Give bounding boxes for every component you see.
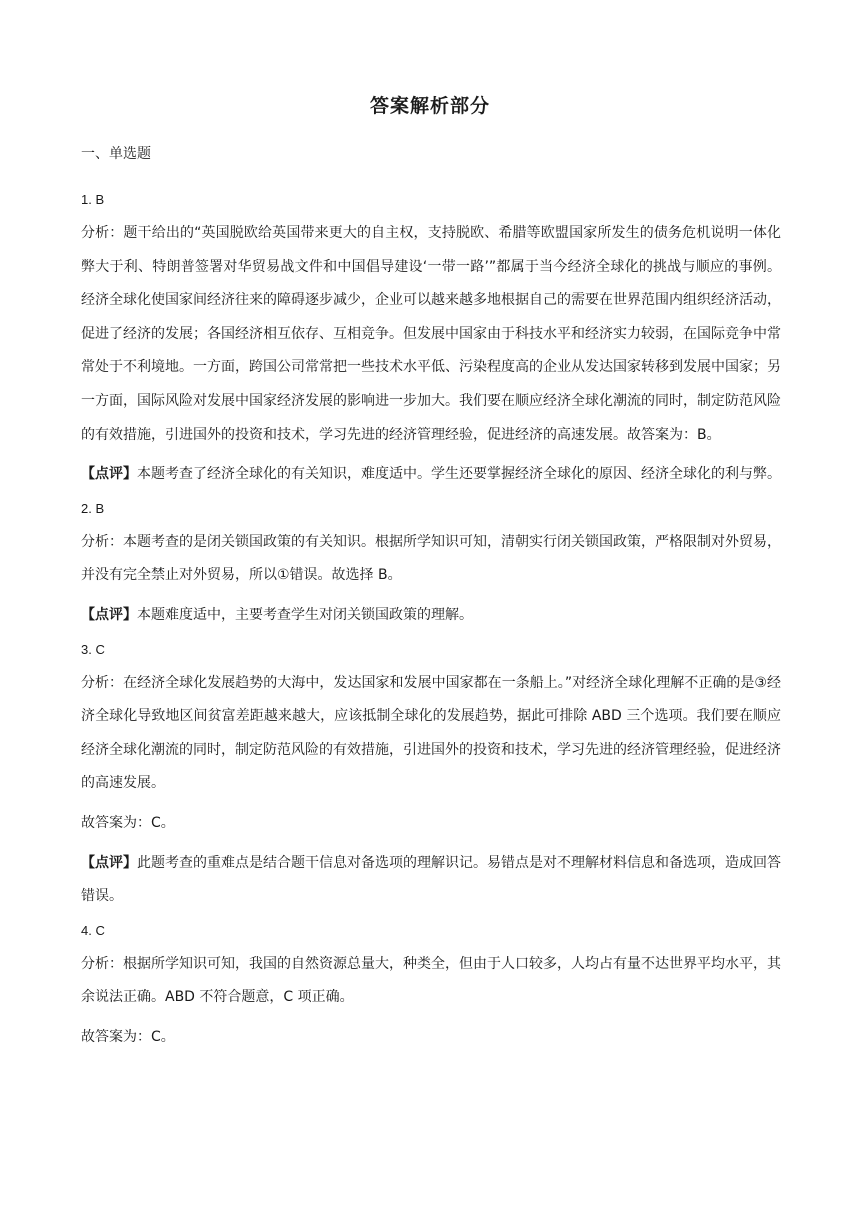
review-paragraph: [81, 458, 781, 492]
question-number: 2. B: [81, 500, 105, 516]
answer-paragraph: 故答案为：C。: [81, 1028, 175, 1045]
question-number: 1. B: [81, 192, 105, 207]
analysis-paragraph: 分析：根据所学知识可知，我国的自然资源总量大，种类全，但由于人口较多，人均占有量不达世界平均水平，其余说法正确。ABD 不符合题意，C 项正确。: [81, 955, 781, 1006]
question-number: 3. C: [81, 641, 105, 657]
analysis-paragraph: 分析：题干给出的“英国脱欧给英国带来更大的自主权，支持脱欧、希腊等欧盟国家所发生的债务危机说明一体化弊大于利、特朗普签署对华贸易战文件和中国倡导建设‘一带一路’”都属于当今经济全球化的挑战与顺应的事例。经济全球化使国家间经济往来的障碍逐步减少，企业可以越来越多地根据自己的需要在世界范围内组织经济活动，促进了经济的发展；各国经济相互依存、互相竞争。但发展中国家由于科技水平和经济实力较弱，在国际竞争中常常处于不利境地。一方面，跨国公司常常把一些技术水平低、污染程度高的企业从发达国家转移到发展中国家；另一方面，国际风险对发展中国家经济发展的影响进一步加大。我们要在顺应经济全球化潮流的同时，制定防范风险的有效措施，引进国外的投资和技术，学习先进的经济管理经验，促进经济的高速发展。故答案为：B。: [81, 225, 781, 443]
review-tag: 【点评】: [81, 466, 137, 483]
page-title: 答案解析部分: [369, 95, 490, 117]
review-tag: 【点评】: [81, 854, 137, 871]
question-number: 4. C: [81, 922, 105, 938]
analysis-paragraph: 分析：在经济全球化发展趋势的大海中，发达国家和发展中国家都在一条船上。”对经济全球化理解不正确的是③经济全球化导致地区间贫富差距越来越大，应该抵制全球化的发展趋势，据此可排除 ABD 三个选项。我们要在顺应经济全球化潮流的同时，制定防范风险的有效措施，引进国外的投资和技术，学习先进的经济管理经验，促进经济的高速发展。: [81, 674, 781, 792]
answer-paragraph: 故答案为：C。: [81, 814, 175, 831]
answer-list: [81, 189, 781, 1066]
section-heading: 一、单选题: [81, 146, 151, 162]
review-text: 本题难度适中，主要考查学生对闭关锁国政策的理解。: [137, 606, 473, 623]
review-paragraph: [81, 847, 781, 914]
review-text: 本题考查了经济全球化的有关知识，难度适中。学生还要掌握经济全球化的原因、经济全球化的利与弊。: [137, 466, 781, 483]
review-text: 此题考查的重难点是结合题干信息对备选项的理解识记。易错点是对不理解材料信息和备选项，造成回答错误。: [81, 854, 781, 905]
review-tag: 【点评】: [81, 606, 137, 623]
analysis-paragraph: 分析：本题考查的是闭关锁国政策的有关知识。根据所学知识可知，清朝实行闭关锁国政策，严格限制对外贸易，并没有完全禁止对外贸易，所以①错误。故选择 B。: [81, 533, 781, 584]
review-paragraph: [81, 599, 781, 633]
